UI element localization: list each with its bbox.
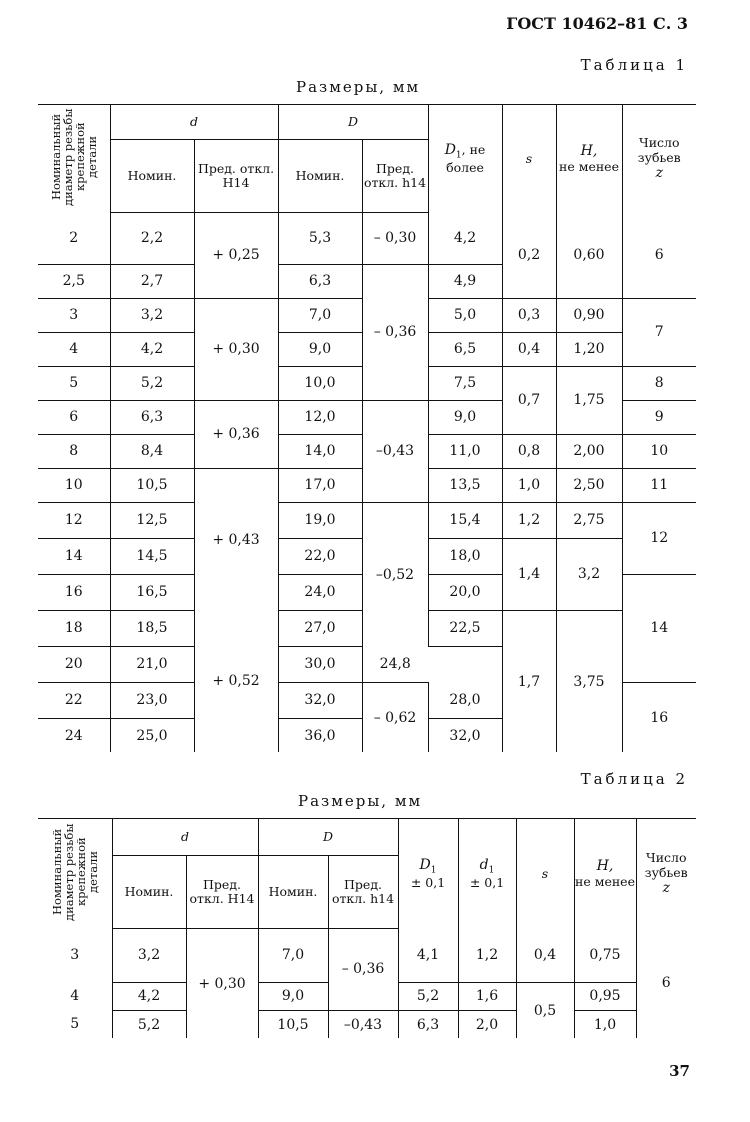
cell-D1: 18,0 (428, 538, 502, 574)
cell-nom: 4 (38, 332, 110, 366)
th-d: d (112, 819, 258, 856)
th-d-nom: Номин. (110, 140, 194, 213)
table1 (38, 104, 696, 752)
cell-D1: 5,0 (428, 298, 502, 332)
cell-D1: 4,2 (428, 212, 502, 264)
cell-D1: 11,0 (428, 434, 502, 468)
cell-nom: 16 (38, 574, 110, 610)
cell-d: 21,0 (110, 646, 194, 682)
cell-H: 2,50 (556, 468, 622, 502)
cell-d: 25,0 (110, 718, 194, 752)
cell-D: 10,5 (258, 1010, 328, 1038)
cell-z: 16 (622, 682, 696, 752)
cell-H: 0,60 (556, 212, 622, 298)
cell-H: 0,95 (574, 982, 636, 1010)
cell-D-tol: –0,43 (328, 1010, 398, 1038)
cell-s: 0,4 (516, 928, 574, 982)
cell-D: 22,0 (278, 538, 362, 574)
cell-nom: 2,5 (38, 264, 110, 298)
cell-D-tol: – 0,36 (328, 928, 398, 1010)
cell-D1: 4,1 (398, 928, 458, 982)
cell-H: 1,0 (574, 1010, 636, 1038)
cell-D: 7,0 (258, 928, 328, 982)
table1-caption: Таблица 1 (580, 56, 688, 74)
cell-D1: 4,9 (428, 264, 502, 298)
cell-H: 1,20 (556, 332, 622, 366)
cell-D: 9,0 (278, 332, 362, 366)
cell-d: 10,5 (110, 468, 194, 502)
cell-d: 4,2 (112, 982, 186, 1010)
cell-H: 2,75 (556, 502, 622, 538)
cell-H: 0,90 (556, 298, 622, 332)
cell-nom: 20 (38, 646, 110, 682)
cell-D1: 6,3 (398, 1010, 458, 1038)
cell-D: 12,0 (278, 400, 362, 434)
table-row (38, 212, 696, 264)
cell-nom: 5 (70, 1016, 80, 1033)
cell-s: 1,2 (502, 502, 556, 538)
cell-nom: 12 (38, 502, 110, 538)
cell-nom: 3 (70, 947, 80, 964)
th-D-tol: Пред. откл. h14 (328, 856, 398, 929)
cell-z: 12 (622, 502, 696, 574)
cell-D1: 5,2 (398, 982, 458, 1010)
cell-d: 3,2 (112, 928, 186, 982)
cell-d: 2,7 (110, 264, 194, 298)
cell-nom: 4 (70, 988, 80, 1005)
table-row (38, 1010, 696, 1038)
cell-H: 1,75 (556, 366, 622, 434)
cell-D: 36,0 (278, 718, 362, 752)
cell-D-tol: – 0,36 (362, 264, 428, 400)
cell-D: 30,0 (278, 646, 362, 682)
cell-D: 19,0 (278, 502, 362, 538)
th-D-nom: Номин. (258, 856, 328, 929)
cell-d-tol: + 0,25 (194, 212, 278, 298)
cell-s: 1,7 (502, 610, 556, 752)
cell-d-tol: + 0,36 (194, 400, 278, 468)
th-H: H, не менее (574, 819, 636, 929)
cell-d: 3,2 (110, 298, 194, 332)
cell-D1: 22,5 (428, 610, 502, 646)
cell-nom: 3 (38, 298, 110, 332)
cell-D-tol: –0,52 (362, 502, 428, 646)
cell-D1: 24,8 (362, 646, 428, 682)
cell-z: 6 (622, 212, 696, 298)
cell-nom: 5 (38, 366, 110, 400)
cell-nom: 24 (64, 727, 83, 744)
cell-D-tol: –0,43 (362, 400, 428, 502)
th-z: Число зубьев z (636, 819, 696, 929)
cell-d: 12,5 (110, 502, 194, 538)
page-header: ГОСТ 10462–81 С. 3 (506, 14, 688, 33)
cell-D1: 13,5 (428, 468, 502, 502)
cell-d1: 1,6 (458, 982, 516, 1010)
cell-s: 0,7 (502, 366, 556, 434)
cell-d-tol: + 0,30 (194, 298, 278, 400)
table-row (38, 928, 696, 982)
table2-units: Размеры, мм (298, 792, 423, 810)
th-D1: $D_1$ ± 0,1 (398, 819, 458, 929)
cell-D1: 20,0 (428, 574, 502, 610)
cell-z: 14 (622, 574, 696, 682)
cell-nom: 22 (38, 682, 110, 718)
cell-s: 0,3 (502, 298, 556, 332)
table2 (38, 818, 696, 1038)
cell-D1: 28,0 (428, 682, 502, 718)
cell-z: 8 (622, 366, 696, 400)
cell-D: 10,0 (278, 366, 362, 400)
cell-s: 1,4 (502, 538, 556, 610)
cell-s: 0,4 (502, 332, 556, 366)
cell-H: 2,00 (556, 434, 622, 468)
cell-d: 23,0 (110, 682, 194, 718)
cell-d-tol: + 0,30 (186, 928, 258, 1038)
table-row (38, 502, 696, 538)
cell-nom: 8 (38, 434, 110, 468)
cell-D: 9,0 (258, 982, 328, 1010)
cell-z: 7 (622, 298, 696, 366)
cell-D: 6,3 (278, 264, 362, 298)
cell-d: 8,4 (110, 434, 194, 468)
cell-nom: 10 (38, 468, 110, 502)
cell-D1: 9,0 (428, 400, 502, 434)
th-D-tol: Пред. откл. h14 (362, 140, 428, 213)
cell-d: 14,5 (110, 538, 194, 574)
th-s: s (516, 819, 574, 929)
th-D-nom: Номин. (278, 140, 362, 213)
th-D: D (278, 105, 428, 140)
cell-d1: 1,2 (458, 928, 516, 982)
th-d-tol: Пред. откл. H14 (194, 140, 278, 213)
table1-units: Размеры, мм (296, 78, 421, 96)
cell-d-tol: + 0,52 (194, 610, 278, 752)
cell-D1: 7,5 (428, 366, 502, 400)
th-nominal-diameter: Номинальный диаметр резьбы крепежной детали (38, 819, 112, 929)
cell-s: 1,0 (502, 468, 556, 502)
cell-nom: 14 (38, 538, 110, 574)
cell-H: 3,75 (556, 610, 622, 752)
cell-s: 0,2 (502, 212, 556, 298)
cell-d: 5,2 (110, 366, 194, 400)
cell-z: 10 (622, 434, 696, 468)
table2-caption: Таблица 2 (580, 770, 688, 788)
th-z: Число зубьев z (622, 105, 696, 213)
th-D1: $D_1$, не более (428, 105, 502, 213)
cell-D: 14,0 (278, 434, 362, 468)
cell-D1: 6,5 (428, 332, 502, 366)
cell-d1: 2,0 (458, 1010, 516, 1038)
cell-d: 4,2 (110, 332, 194, 366)
cell-nom: 18 (38, 610, 110, 646)
cell-D1: 15,4 (428, 502, 502, 538)
th-H: H, не менее (556, 105, 622, 213)
cell-D: 32,0 (278, 682, 362, 718)
cell-nom: 2 (38, 212, 110, 264)
th-d: d (110, 105, 278, 140)
cell-H: 3,2 (556, 538, 622, 610)
cell-d: 5,2 (112, 1010, 186, 1038)
cell-d: 18,5 (110, 610, 194, 646)
cell-d: 6,3 (110, 400, 194, 434)
cell-D-tol: – 0,62 (362, 682, 428, 752)
th-d-tol: Пред. откл. H14 (186, 856, 258, 929)
cell-D: 5,3 (278, 212, 362, 264)
cell-D: 7,0 (278, 298, 362, 332)
cell-D1: 32,0 (428, 718, 502, 752)
cell-s: 0,8 (502, 434, 556, 468)
th-D: D (258, 819, 398, 856)
cell-z: 6 (636, 928, 696, 1038)
cell-d: 2,2 (110, 212, 194, 264)
cell-z: 9 (622, 400, 696, 434)
cell-D: 17,0 (278, 468, 362, 502)
th-d-nom: Номин. (112, 856, 186, 929)
cell-D: 24,0 (278, 574, 362, 610)
th-s: s (502, 105, 556, 213)
th-nominal-diameter: Номинальный диаметр резьбы крепежной детали (38, 105, 110, 213)
cell-d-tol: + 0,43 (194, 468, 278, 610)
page-number: 37 (669, 1062, 690, 1080)
cell-D-tol: – 0,30 (362, 212, 428, 264)
cell-s: 0,5 (516, 982, 574, 1038)
cell-d: 16,5 (110, 574, 194, 610)
th-d1: $d_1$ ± 0,1 (458, 819, 516, 929)
cell-nom: 6 (38, 400, 110, 434)
cell-D: 27,0 (278, 610, 362, 646)
cell-z: 11 (622, 468, 696, 502)
cell-H: 0,75 (574, 928, 636, 982)
